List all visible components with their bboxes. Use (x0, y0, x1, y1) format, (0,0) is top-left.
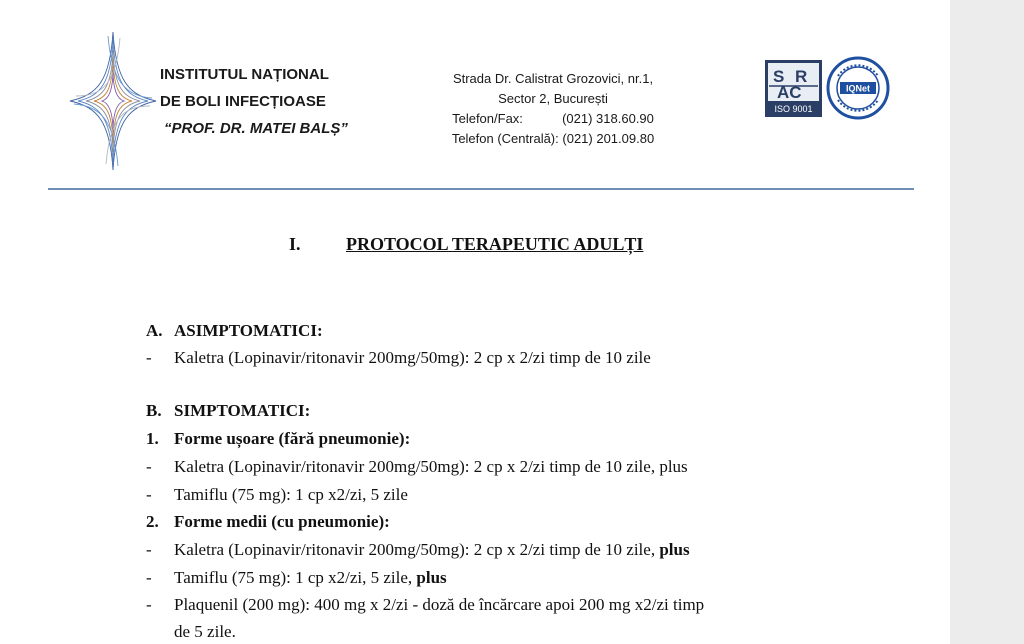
bullet-dash: - (146, 485, 152, 504)
svg-text:AC: AC (777, 83, 802, 102)
phone-fax-label: Telefon/Fax: (452, 111, 523, 126)
bullet-dash: - (146, 457, 152, 476)
svg-text:IQNet: IQNet (845, 83, 871, 94)
list-item (146, 540, 690, 560)
srac-iso-logo-icon (765, 60, 822, 117)
section-b-heading (146, 401, 310, 421)
phone-fax-number: (021) 318.60.90 (562, 111, 654, 126)
list-item-continuation: de 5 zile. (174, 622, 236, 641)
section-a-title: ASIMPTOMATICI: (174, 321, 323, 340)
svg-text:R: R (795, 67, 808, 86)
list-item (146, 457, 688, 477)
phone-central-row (418, 129, 688, 149)
subsection-b2-marker: 2. (146, 512, 159, 531)
bullet-dash: - (146, 595, 152, 614)
address-street: Strada Dr. Calistrat Grozovici, nr.1, (452, 71, 654, 86)
list-item (146, 568, 447, 588)
phone-central-label: Telefon (Centrală): (451, 131, 559, 146)
list-item-text: Kaletra (Lopinavir/ritonavir 200mg/50mg): 2 cp x 2/zi timp de 10 zile (174, 348, 651, 367)
list-item (146, 485, 408, 505)
phone-fax-row (418, 109, 688, 129)
institute-name-line2: DE BOLI INFECȚIOASE (160, 93, 326, 110)
document-heading (289, 234, 643, 255)
institute-name (160, 61, 348, 142)
section-b-marker: B. (146, 401, 162, 420)
institute-name-line1: INSTITUTUL NAȚIONAL (160, 66, 329, 83)
institute-name-line3: “PROF. DR. MATEI BALȘ” (164, 120, 348, 137)
section-a-heading (146, 321, 323, 341)
list-item-text: Plaquenil (200 mg): 400 mg x 2/zi - doză de încărcare apoi 200 mg x2/zi timp (174, 595, 705, 614)
subsection-b2-heading (146, 512, 390, 532)
iqnet-certified-logo-icon (826, 56, 890, 120)
list-item-bold: plus (659, 540, 690, 559)
section-number: I. (289, 234, 301, 254)
svg-text:ISO 9001: ISO 9001 (774, 104, 813, 114)
list-item-text: Tamiflu (75 mg): 1 cp x2/zi, 5 zile, (174, 568, 413, 587)
list-item-text: Tamiflu (75 mg): 1 cp x2/zi, 5 zile (174, 485, 408, 504)
list-item-bold: plus (416, 568, 447, 587)
subsection-b1-title: Forme ușoare (fără pneumonie): (174, 429, 411, 448)
institute-logo-icon (68, 30, 158, 172)
address-sector: Sector 2, București (498, 91, 608, 106)
document-title: PROTOCOL TERAPEUTIC ADULȚI (346, 234, 644, 254)
list-item-text: Kaletra (Lopinavir/ritonavir 200mg/50mg): 2 cp x 2/zi timp de 10 zile, plus (174, 457, 688, 476)
bullet-dash: - (146, 348, 152, 367)
bullet-dash: - (146, 568, 152, 587)
subsection-b1-marker: 1. (146, 429, 159, 448)
window-background (950, 0, 1024, 644)
institute-address (418, 69, 688, 149)
section-b-title: SIMPTOMATICI: (174, 401, 311, 420)
subsection-b1-heading (146, 429, 410, 449)
list-item (146, 595, 704, 615)
bullet-dash: - (146, 540, 152, 559)
phone-central-number: (021) 201.09.80 (562, 131, 655, 146)
header-divider (48, 188, 914, 190)
svg-text:S: S (773, 67, 785, 86)
list-item (146, 348, 651, 368)
list-item-text: Kaletra (Lopinavir/ritonavir 200mg/50mg): 2 cp x 2/zi timp de 10 zile, (174, 540, 656, 559)
subsection-b2-title: Forme medii (cu pneumonie): (174, 512, 390, 531)
section-a-marker: A. (146, 321, 163, 340)
